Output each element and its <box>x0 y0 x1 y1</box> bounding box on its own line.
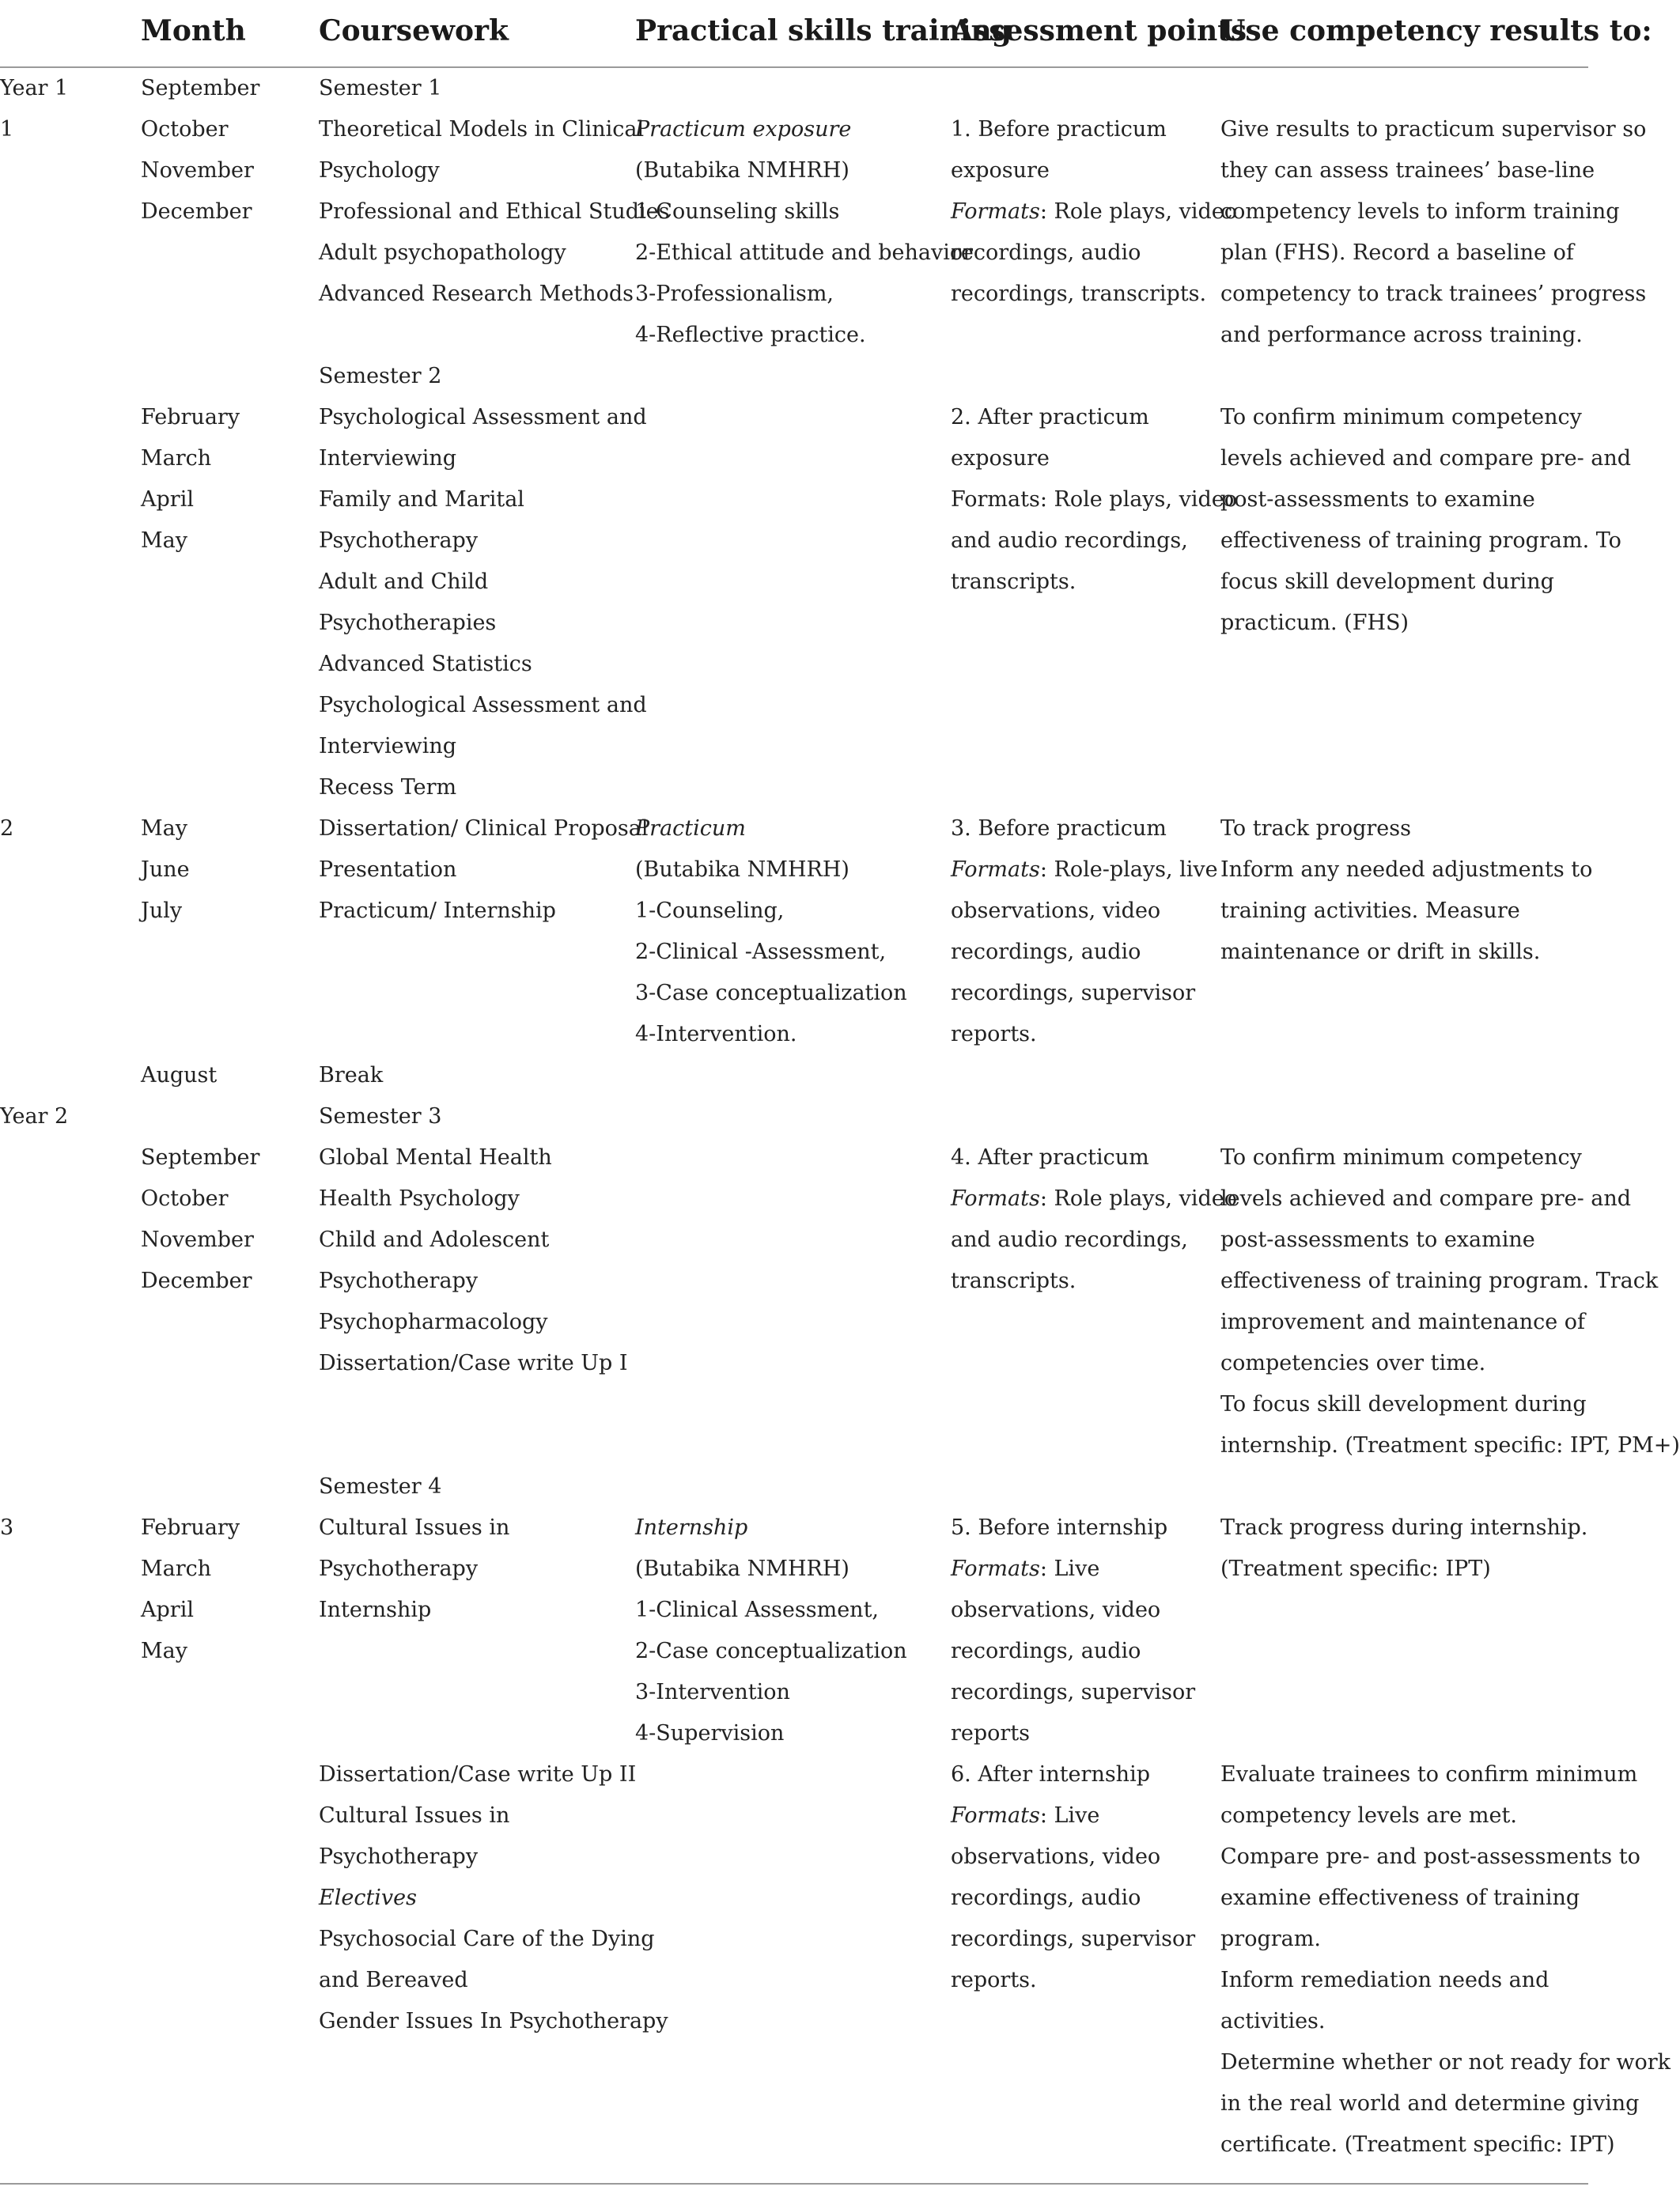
coursework-cell <box>319 808 649 1096</box>
cell-line: 6. After internship <box>951 1762 1150 1787</box>
practical-cell <box>635 808 944 1055</box>
cell-line: Give results to practicum supervisor so <box>1220 117 1647 142</box>
cell-line: February <box>141 405 240 429</box>
cell-line: certificate. (Treatment specific: IPT) <box>1220 2132 1615 2157</box>
cell-line: July <box>141 898 183 923</box>
italic-label: Formats <box>951 1186 1040 1211</box>
cell-line: Psychological Assessment and <box>319 405 647 429</box>
cell-line: Psychopharmacology <box>319 1310 548 1334</box>
cell-line: October <box>141 1186 229 1211</box>
cell-line: 4-Intervention. <box>635 1022 797 1046</box>
table-row <box>0 1096 1680 1466</box>
cell-line: observations, video <box>951 898 1161 923</box>
cell-line: exposure <box>951 158 1050 183</box>
italic-label: Formats <box>951 1803 1040 1828</box>
use-cell <box>1220 1466 1588 1590</box>
cell-line: Presentation <box>319 857 457 882</box>
cell-line: competency levels to inform training <box>1220 199 1620 224</box>
cell-line: Child and Adolescent <box>319 1228 550 1252</box>
cell-line: March <box>141 1557 212 1581</box>
cell-line <box>141 1466 315 1508</box>
cell-line: Gender Issues In Psychotherapy <box>319 2009 668 2033</box>
cell-line: To confirm minimum competency <box>1220 1145 1582 1170</box>
cell-line: reports. <box>951 1968 1037 1992</box>
year-cell <box>0 1466 134 1549</box>
cell-line: Psychotherapy <box>319 1269 479 1293</box>
cell-line: (Butabika NMHRH) <box>635 857 849 882</box>
cell-line <box>951 1795 1220 1837</box>
cell-line: recordings, audio <box>951 1639 1141 1663</box>
cell-line: recordings, supervisor <box>951 981 1196 1005</box>
cell-line: internship. (Treatment specific: IPT, PM+) <box>1220 1433 1680 1458</box>
cell-line: February <box>141 1515 240 1540</box>
cell-line: recordings, supervisor <box>951 1927 1196 1951</box>
cell-line: Dissertation/Case write Up I <box>319 1351 628 1375</box>
cell-line: transcripts. <box>951 569 1076 594</box>
cell-line: To track progress <box>1220 816 1411 841</box>
cell-line: 2-Ethical attitude and behavior <box>635 240 973 265</box>
cell-line <box>1220 1096 1588 1137</box>
cell-line: examine effectiveness of training <box>1220 1886 1580 1910</box>
cell-line: and audio recordings, <box>951 528 1188 553</box>
cell-line <box>951 1549 1220 1590</box>
cell-line: September <box>141 76 260 100</box>
cell-line: Global Mental Health <box>319 1145 552 1170</box>
cell-line: 2-Clinical -Assessment, <box>635 940 887 964</box>
month-cell <box>141 68 315 233</box>
cell-line: recordings, audio <box>951 240 1141 265</box>
cell-line: Practicum/ Internship <box>319 898 556 923</box>
cell-line: 3-Professionalism, <box>635 282 834 306</box>
table-row <box>0 68 1647 356</box>
cell-line: 1-Counseling skills <box>635 199 840 224</box>
month-cell <box>141 356 315 562</box>
cell-line: 4. After practicum <box>951 1145 1149 1170</box>
assessment-cell <box>951 68 1237 315</box>
cell-line: June <box>141 857 190 882</box>
cell-line: reports. <box>951 1022 1037 1046</box>
cell-line: levels achieved and compare pre- and <box>1220 446 1632 471</box>
cell-line: Adult psychopathology <box>319 240 566 265</box>
cell-line: Theoretical Models in Clinical <box>319 117 645 142</box>
cell-line: Recess Term <box>319 775 457 800</box>
cell-line: recordings, supervisor <box>951 1680 1196 1704</box>
cell-line: May <box>141 1639 187 1663</box>
cell-line: 3 <box>0 1515 14 1540</box>
line-text: : Role-plays, live <box>1039 857 1218 882</box>
cell-line: Dissertation/Case write Up II <box>319 1762 637 1787</box>
cell-line: Health Psychology <box>319 1186 520 1211</box>
cell-line: Cultural Issues in <box>319 1515 510 1540</box>
cell-line: 2-Case conceptualization <box>635 1639 907 1663</box>
cell-line: improvement and maintenance of <box>1220 1310 1586 1334</box>
coursework-cell <box>319 356 647 808</box>
assessment-cell <box>951 356 1237 603</box>
cell-line: Internship <box>635 1515 748 1540</box>
cell-line: Internship <box>319 1598 432 1622</box>
cell-line: 3. Before practicum <box>951 816 1167 841</box>
cell-line: practicum. (FHS) <box>1220 611 1409 635</box>
practical-cell <box>635 1466 944 1754</box>
cell-line <box>951 1096 1220 1137</box>
cell-line: December <box>141 1269 252 1293</box>
cell-line: and audio recordings, <box>951 1228 1188 1252</box>
cell-line: (Butabika NMHRH) <box>635 1557 849 1581</box>
cell-line: exposure <box>951 446 1050 471</box>
header-practical-skills: Practical skills training <box>635 14 1012 47</box>
cell-line: August <box>141 1063 218 1088</box>
cell-line: Compare pre- and post-assessments to <box>1220 1844 1640 1869</box>
cell-line <box>141 973 315 1014</box>
cell-line <box>141 1096 315 1137</box>
cell-line: Inform remediation needs and <box>1220 1968 1549 1992</box>
cell-line: Adult and Child <box>319 569 489 594</box>
cell-line: Semester 2 <box>319 364 442 388</box>
cell-line: Psychotherapies <box>319 611 497 635</box>
header-month: Month <box>141 14 246 47</box>
practical-cell <box>635 68 973 356</box>
cell-line: Practicum <box>635 816 746 841</box>
month-cell <box>141 1096 315 1302</box>
header-coursework: Coursework <box>319 14 509 47</box>
cell-line: Psychotherapy <box>319 1557 479 1581</box>
year-cell <box>0 808 134 849</box>
cell-line: September <box>141 1145 260 1170</box>
cell-line: transcripts. <box>951 1269 1076 1293</box>
cell-line <box>141 1014 315 1055</box>
cell-line: 1-Counseling, <box>635 898 785 923</box>
cell-line: observations, video <box>951 1844 1161 1869</box>
cell-line: March <box>141 446 212 471</box>
cell-line: post-assessments to examine <box>1220 1228 1535 1252</box>
cell-line: Semester 3 <box>319 1104 442 1129</box>
cell-line: post-assessments to examine <box>1220 487 1535 512</box>
cell-line: Formats: Role plays, video <box>951 487 1237 512</box>
italic-label: Formats <box>951 199 1040 224</box>
cell-line <box>635 68 944 109</box>
cell-line: Family and Marital <box>319 487 524 512</box>
assessment-cell <box>951 808 1220 1055</box>
line-text: : Live <box>1039 1803 1100 1828</box>
cell-line: Determine whether or not ready for work <box>1220 2050 1671 2075</box>
cell-line: and performance across training. <box>1220 323 1583 347</box>
cell-line: Psychology <box>319 158 440 183</box>
use-cell <box>1220 356 1632 644</box>
cell-line: competency to track trainees’ progress <box>1220 282 1647 306</box>
cell-line: 2. After practicum <box>951 405 1149 429</box>
cell-line: (Treatment specific: IPT) <box>1220 1557 1491 1581</box>
cell-line: To focus skill development during <box>1220 1392 1587 1417</box>
month-cell <box>141 808 315 1096</box>
cell-line: they can assess trainees’ base-line <box>1220 158 1595 183</box>
cell-line <box>635 1466 944 1508</box>
cell-line: 4-Reflective practice. <box>635 323 866 347</box>
cell-line <box>319 1014 631 1055</box>
cell-line: November <box>141 158 254 183</box>
bottom-rule <box>0 2183 1588 2185</box>
cell-line <box>141 356 315 397</box>
table-row <box>0 356 1632 808</box>
cell-line: observations, video <box>951 1598 1161 1622</box>
cell-line <box>0 1466 134 1508</box>
cell-line: maintenance or drift in skills. <box>1220 940 1541 964</box>
cell-line <box>319 932 631 973</box>
cell-line <box>951 849 1220 891</box>
cell-line: Psychotherapy <box>319 1844 479 1869</box>
header-use-results: Use competency results to: <box>1220 14 1652 47</box>
cell-line: Professional and Ethical Studies <box>319 199 670 224</box>
coursework-cell <box>319 1096 631 1384</box>
cell-line: levels achieved and compare pre- and <box>1220 1186 1632 1211</box>
table-header <box>0 0 1652 68</box>
cell-line <box>1220 68 1588 109</box>
cell-line: competencies over time. <box>1220 1351 1486 1375</box>
cell-line: 1. Before practicum <box>951 117 1167 142</box>
cell-line: April <box>141 487 194 512</box>
cell-line: Advanced Statistics <box>319 652 532 676</box>
cell-line <box>951 1178 1237 1220</box>
assessment-cell <box>951 1466 1220 1754</box>
year-cell <box>0 68 134 150</box>
cell-line: focus skill development during <box>1220 569 1554 594</box>
use-cell <box>1220 68 1647 356</box>
cell-line: May <box>141 528 187 553</box>
cell-line: Psychosocial Care of the Dying <box>319 1927 655 1951</box>
cell-line: Interviewing <box>319 446 457 471</box>
cell-line: 5. Before internship <box>951 1515 1168 1540</box>
cell-line: training activities. Measure <box>1220 898 1520 923</box>
line-text: : Live <box>1039 1557 1100 1581</box>
cell-line: plan (FHS). Record a baseline of <box>1220 240 1574 265</box>
cell-line <box>319 973 631 1014</box>
cell-line: December <box>141 199 252 224</box>
year-cell <box>0 1096 134 1137</box>
cell-line: recordings, audio <box>951 1886 1141 1910</box>
cell-line: competency levels are met. <box>1220 1803 1517 1828</box>
use-cell <box>1220 1754 1671 2166</box>
coursework-cell <box>319 1466 631 1631</box>
cell-line: Electives <box>319 1886 418 1910</box>
coursework-cell <box>319 68 670 315</box>
line-text: : Role plays, video <box>1039 1186 1237 1211</box>
cell-line: reports <box>951 1721 1031 1746</box>
cell-line <box>1220 1466 1588 1508</box>
cell-line: To confirm minimum competency <box>1220 405 1582 429</box>
italic-label: Formats <box>951 857 1040 882</box>
cell-line: Advanced Research Methods <box>319 282 634 306</box>
cell-line: Psychological Assessment and <box>319 693 647 717</box>
cell-line: effectiveness of training program. Track <box>1220 1269 1659 1293</box>
cell-line: and Bereaved <box>319 1968 468 1992</box>
cell-line: Evaluate trainees to confirm minimum <box>1220 1762 1638 1787</box>
cell-line <box>1220 356 1588 397</box>
table-row <box>0 1466 1588 1754</box>
table-row <box>0 808 1593 1096</box>
cell-line: Track progress during internship. <box>1220 1515 1588 1540</box>
cell-line: (Butabika NMHRH) <box>635 158 849 183</box>
italic-label: Formats <box>951 1557 1040 1581</box>
cell-line: 3-Case conceptualization <box>635 981 907 1005</box>
cell-line: Interviewing <box>319 734 457 759</box>
cell-line: activities. <box>1220 2009 1326 2033</box>
cell-line: 4-Supervision <box>635 1721 785 1746</box>
month-cell <box>141 1466 315 1672</box>
coursework-cell <box>319 1754 668 2042</box>
cell-line: October <box>141 117 229 142</box>
cell-line: effectiveness of training program. To <box>1220 528 1621 553</box>
use-cell <box>1220 808 1593 973</box>
cell-line: in the real world and determine giving <box>1220 2091 1640 2116</box>
cell-line: Semester 1 <box>319 76 442 100</box>
cell-line <box>951 1466 1220 1508</box>
assessment-cell <box>951 1754 1220 2001</box>
cell-line <box>951 68 1220 109</box>
cell-line: 1-Clinical Assessment, <box>635 1598 879 1622</box>
cell-line: Psychotherapy <box>319 528 479 553</box>
cell-line: Practicum exposure <box>635 117 852 142</box>
cell-line <box>951 356 1220 397</box>
cell-line: Semester 4 <box>319 1474 442 1499</box>
cell-line: Cultural Issues in <box>319 1803 510 1828</box>
assessment-cell <box>951 1096 1237 1302</box>
cell-line: program. <box>1220 1927 1321 1951</box>
cell-line: Break <box>319 1063 384 1088</box>
cell-line: Year 1 <box>0 76 69 100</box>
line-text: : Role plays, video <box>1039 199 1237 224</box>
cell-line: recordings, audio <box>951 940 1141 964</box>
cell-line: Inform any needed adjustments to <box>1220 857 1593 882</box>
use-cell <box>1220 1096 1680 1466</box>
cell-line: recordings, transcripts. <box>951 282 1207 306</box>
cell-line: November <box>141 1228 254 1252</box>
cell-line: April <box>141 1598 194 1622</box>
table-row <box>0 1754 1671 2166</box>
cell-line: 2 <box>0 816 14 841</box>
cell-line <box>951 191 1237 233</box>
cell-line: Dissertation/ Clinical Proposal <box>319 816 649 841</box>
cell-line: Year 2 <box>0 1104 69 1129</box>
header-assessment-points: Assessment points <box>951 14 1247 47</box>
cell-line: May <box>141 816 187 841</box>
cell-line: 1 <box>0 117 14 142</box>
cell-line: 3-Intervention <box>635 1680 790 1704</box>
cell-line <box>141 932 315 973</box>
